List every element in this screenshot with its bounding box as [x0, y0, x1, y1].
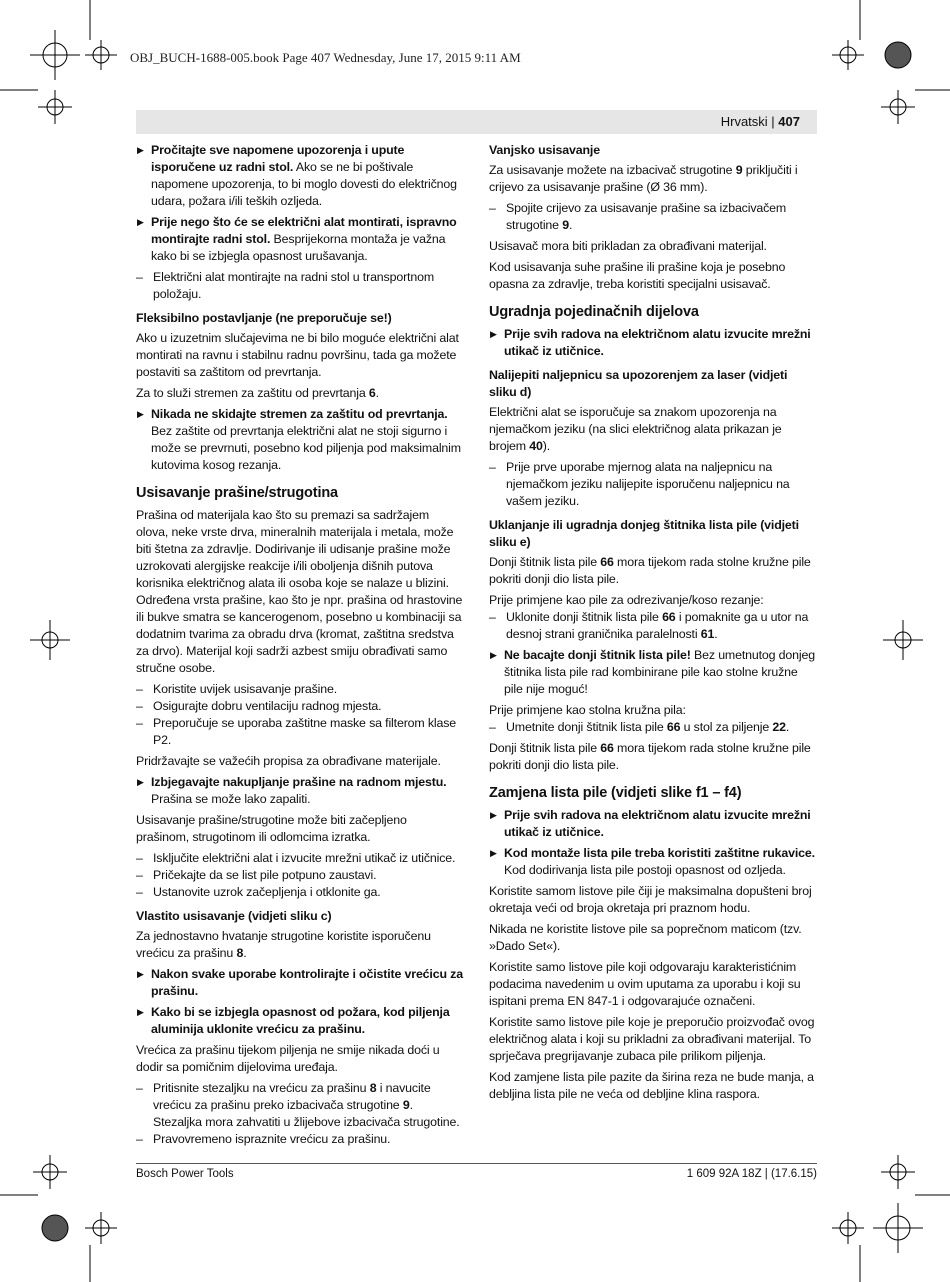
left-column [136, 142, 463, 1152]
dash-item: – Spojite crijevo za usisavanje prašine sa izbacivačem strugotine 9. [489, 200, 816, 234]
registration-mark-top-inner-left [85, 40, 117, 70]
dash-item: – Pritisnite stezaljku na vrećicu za prašinu 8 i navucite vrećicu za prašinu preko izbacivača strugotine 9. Stezaljka mora zahvatiti u žlijebove izbacivača strugotine. [136, 1080, 463, 1131]
dash-item: – Pričekajte da se list pile potpuno zaustavi. [136, 867, 463, 884]
paragraph: Vrećica za prašinu tijekom piljenja ne smije nikada doći u dodir sa pomičnim dijelovima uređaja. [136, 1043, 440, 1074]
header-band [136, 110, 817, 134]
warning-item: ▶ Prije nego što će se električni alat montirati, ispravno montirajte radni stol. Besprijekorna montaža je važna kako bi se izbjegla opasnost urušavanja. [136, 214, 463, 265]
warning-item: ▶ Nakon svake uporabe kontrolirajte i očistite vrećicu za prašinu. [136, 966, 463, 1000]
warning-item: ▶ Ne bacajte donji štitnik lista pile! Bez umetnutog donjeg štitnika lista pile rad kombinirane pile kao stolne kružne pile nije moguć! [489, 647, 816, 698]
registration-mark-left-lower [33, 1155, 67, 1189]
dash-item: – Pravovremeno ispraznite vrećicu za prašinu. [136, 1131, 463, 1148]
footer-brand: Bosch Power Tools [136, 1168, 234, 1180]
warning-item: ▶ Izbjegavajte nakupljanje prašine na radnom mjestu. Prašina se može lako zapaliti. [136, 774, 463, 808]
dash-item: – Električni alat montirajte na radni stol u transportnom položaju. [136, 269, 463, 303]
dash-item: – Isključite električni alat i izvucite mrežni utikač iz utičnice. [136, 850, 463, 867]
paragraph: Za to služi stremen za zaštitu od prevrtanja 6. [136, 386, 379, 400]
own-list [136, 1080, 463, 1148]
header-language: Hrvatski [720, 114, 768, 129]
paragraph: Koristite samo listove pile koje je preporučio proizvođač ovog električnog alata i koji su prikladni za obrađivani materijal. To sprječava pregrijavanje zubaca pile prilikom piljenja. [489, 1015, 815, 1063]
clog-list [136, 850, 463, 901]
dash-item: – Osigurajte dobru ventilaciju radnog mjesta. [136, 698, 463, 715]
heading-installing-parts: Ugradnja pojedinačnih dijelova [489, 304, 699, 320]
paragraph: Donji štitnik lista pile 66 mora tijekom rada stolne kružne pile pokriti donji dio lista pile. [489, 555, 811, 586]
warning-item: ▶ Kod montaže lista pile treba koristiti zaštitne rukavice. Kod dodirivanja lista pile postoji opasnost od ozljeda. [489, 845, 816, 879]
registration-mark-bottom-left [42, 1215, 68, 1241]
paragraph: Prašina od materijala kao što su premazi sa sadržajem olova, neke vrste drva, mineralnih materijala i metala, može biti štetna za zdravlje. Dodirivanje ili udisanje prašine može uzrokovati alergijske reakcije i/ili oboljenja dišnih putova korisnika električnog alata ili osoba koje se nalaze u blizini. [136, 508, 454, 590]
warning-item: ▶ Pročitajte sve napomene upozorenja i upute isporučene uz radni stol. Ako se ne bi poštivale napomene upozorenja, to bi moglo dovesti do električnog udara, požara i/ili teških ozljeda. [136, 142, 463, 210]
heading-external-extraction: Vanjsko usisavanje [489, 143, 600, 157]
dash-item: – Uklonite donji štitnik lista pile 66 i pomaknite ga u utor na desnoj strani graničnika paralelnosti 61. [489, 609, 816, 643]
registration-mark-bottom-right [873, 1203, 923, 1253]
dash-item: – Preporučuje se uporaba zaštitne maske sa filterom klase P2. [136, 715, 463, 749]
heading-dust-extraction: Usisavanje prašine/strugotina [136, 485, 338, 501]
dash-item: – Koristite uvijek usisavanje prašine. [136, 681, 463, 698]
paragraph: Usisavač mora biti prikladan za obrađivani materijal. [489, 239, 767, 253]
heading-blade-change: Zamjena lista pile (vidjeti slike f1 – f4) [489, 785, 742, 801]
registration-mark-right-middle [883, 620, 923, 660]
book-slug: OBJ_BUCH-1688-005.book Page 407 Wednesday, June 17, 2015 9:11 AM [130, 50, 521, 65]
registration-mark-left-middle [30, 620, 70, 660]
paragraph: Kod usisavanja suhe prašine ili prašine koja je posebno opasna za zdravlje, treba koristiti specijalni usisavač. [489, 260, 786, 291]
heading-lower-guard: Uklanjanje ili ugradnja donjeg štitnika lista pile (vidjeti sliku e) [489, 518, 799, 549]
paragraph: Za jednostavno hvatanje strugotine koristite isporučenu vrećicu za prašinu 8. [136, 929, 431, 960]
registration-mark-bottom-inner-left [85, 1212, 117, 1244]
paragraph: Prije primjene kao pile za odrezivanje/koso rezanje: [489, 593, 764, 607]
paragraph: Prije primjene kao stolna kružna pila: [489, 703, 686, 717]
footer-code: 1 609 92A 18Z | (17.6.15) [686, 1168, 817, 1180]
dash-item: – Ustanovite uzrok začepljenja i otklonite ga. [136, 884, 463, 901]
paragraph: Ako u izuzetnim slučajevima ne bi bilo moguće električni alat montirati na ravnu i stabilnu radnu površinu, tada ga možete postaviti sa zaštitom od prevrtanja. [136, 331, 459, 379]
dash-item: – Prije prve uporabe mjernog alata na naljepnicu na njemačkom jeziku nalijepite isporučenu naljepnicu na vašem jeziku. [489, 459, 816, 510]
heading-own-extraction: Vlastito usisavanje (vidjeti sliku c) [136, 909, 332, 923]
warning-item: ▶ Prije svih radova na električnom alatu izvucite mrežni utikač iz utičnice. [489, 807, 816, 841]
heading-flexible-setup: Fleksibilno postavljanje (ne preporučuje se!) [136, 311, 392, 325]
registration-mark-right-lower [881, 1155, 915, 1189]
paragraph: Za usisavanje možete na izbacivač strugotine 9 priključiti i crijevo za usisavanje prašine (Ø 36 mm). [489, 163, 798, 194]
heading-laser-label: Nalijepiti naljepnicu sa upozorenjem za laser (vidjeti sliku d) [489, 368, 788, 399]
paragraph: Koristite samo listove pile koji odgovaraju karakteristićnim podacima navedenim u ovim uputama za uporabu i koji su ispitani prema EN 847-1 i odgovarajuće označeni. [489, 960, 801, 1008]
warning-item: ▶ Prije svih radova na električnom alatu izvucite mrežni utikač iz utičnice. [489, 326, 816, 360]
registration-mark-bottom-inner-right [832, 1212, 864, 1244]
paragraph: Usisavanje prašine/strugotine može biti začepljeno prašinom, strugotinom ili odlomcima izratka. [136, 813, 407, 844]
paragraph: Kod zamjene lista pile pazite da širina reza ne bude manja, a debljina lista pile ne veća od debljine klina raspora. [489, 1070, 814, 1101]
registration-mark-right-upper [881, 90, 915, 124]
registration-mark-left-upper [38, 90, 72, 124]
page-header: Hrvatski | 407 [720, 114, 800, 129]
footer-rule [136, 1163, 817, 1164]
right-column [489, 142, 816, 1107]
dust-list [136, 681, 463, 749]
paragraph: Donji štitnik lista pile 66 mora tijekom rada stolne kružne pile pokriti donji dio lista pile. [489, 741, 811, 772]
page-number: 407 [778, 114, 800, 129]
registration-mark-top-right [885, 42, 911, 68]
registration-mark-top-inner-right [832, 40, 864, 70]
dash-item: – Umetnite donji štitnik lista pile 66 u stol za piljenje 22. [489, 719, 816, 736]
warning-item: ▶ Kako bi se izbjegla opasnost od požara, kod piljenja aluminija uklonite vrećicu za prašinu. [136, 1004, 463, 1038]
paragraph: Električni alat se isporučuje sa znakom upozorenja na njemačkom jeziku (na slici električnog alata prikazan je brojem 40). [489, 405, 782, 453]
warning-item: ▶ Nikada ne skidajte stremen za zaštitu od prevrtanja. Bez zaštite od prevrtanja električni alat ne stoji sigurno i može se prevrnuti, posebno kod piljenja pod maksimalnim kutovima kosog rezanja. [136, 406, 463, 474]
paragraph: Nikada ne koristite listove pile sa poprečnom maticom (tzv. »Dado Set«). [489, 922, 802, 953]
registration-mark-top-left [30, 30, 80, 80]
paragraph: Pridržavajte se važećih propisa za obrađivane materijale. [136, 754, 441, 768]
paragraph: Koristite samom listove pile čiji je maksimalna dopušteni broj okretaja veći od broja okretaja pri praznom hodu. [489, 884, 812, 915]
paragraph: Određena vrsta prašine, kao što je npr. prašina od hrastovine ili bukve smatra se kancerogenom, posebno u kombinaciji sa dodatnim tvarima za obradu drva (kromat, zaštitna sredstva za drvo). Materijal koji sadrži azbest smiju obrađivati samo stručne osobe. [136, 593, 463, 675]
